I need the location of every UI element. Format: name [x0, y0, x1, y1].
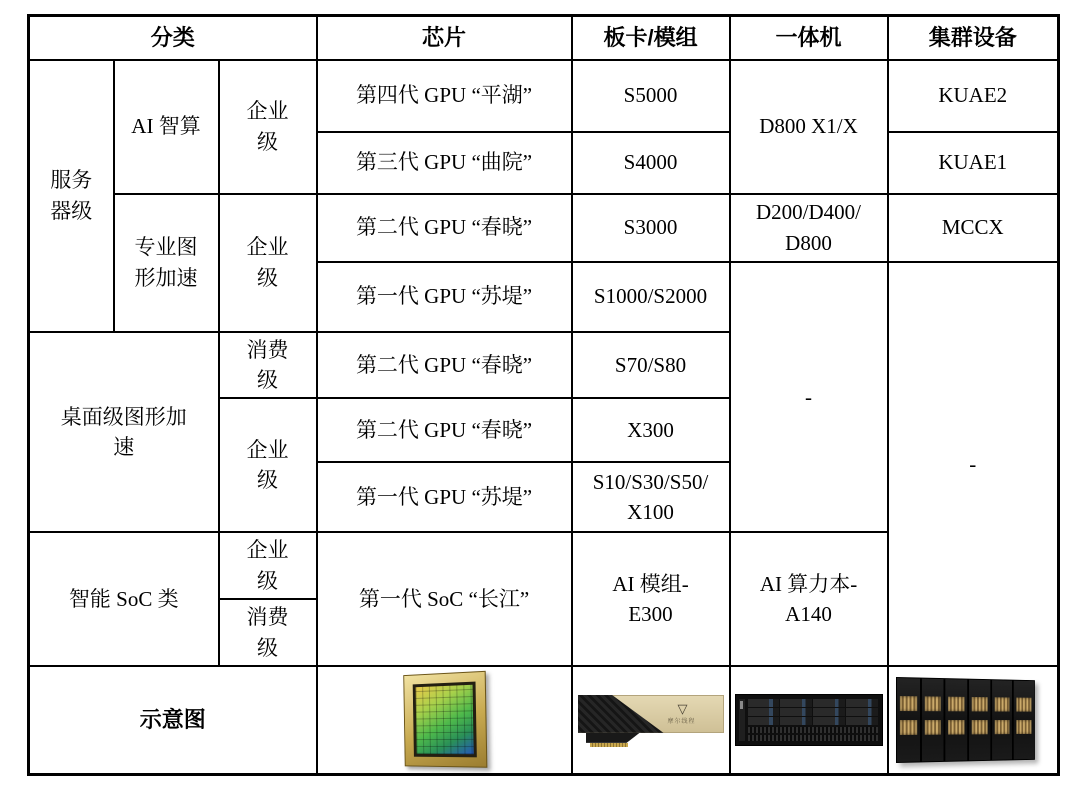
- cell-aio-ai-laptop-a140: AI 算力本-A140: [730, 532, 888, 666]
- header-classification: 分类: [29, 16, 317, 60]
- cell-desktop-graphics: 桌面级图形加速: [29, 332, 219, 533]
- cell-chip-gen2-chunxiao-enterprise: 第二代 GPU “春晓”: [317, 398, 572, 462]
- cell-board-s4000: S4000: [572, 132, 730, 194]
- cell-cluster-kuae1: KUAE1: [888, 132, 1059, 194]
- cell-soc-class: 智能 SoC 类: [29, 532, 219, 666]
- brand-logo-icon: ▽: [677, 700, 688, 716]
- cell-cluster-kuae2: KUAE2: [888, 60, 1059, 132]
- cell-board-s3000: S3000: [572, 194, 730, 262]
- row-gen2-server: [29, 194, 1059, 262]
- cell-chip-gen3-quyuan: 第三代 GPU “曲院”: [317, 132, 572, 194]
- schematic-chip-cell: [317, 666, 572, 774]
- cell-aio-d800-x1x: D800 X1/X: [730, 60, 888, 194]
- cell-cluster-none: -: [888, 262, 1059, 667]
- cell-consumer-soc: 消费级: [219, 599, 317, 666]
- schematic-cluster-cell: [888, 666, 1059, 774]
- cell-board-s10-s30-s50-x100: S10/S30/S50/X100: [572, 462, 730, 532]
- server-drive-bays: [748, 699, 878, 725]
- server-vent-strip: [748, 727, 878, 733]
- header-board-module: 板卡/模组: [572, 16, 730, 60]
- cell-cluster-mccx: MCCX: [888, 194, 1059, 262]
- cell-board-s1000-s2000: S1000/S2000: [572, 262, 730, 332]
- cabinet: [992, 680, 1014, 760]
- cell-enterprise-pro: 企业级: [219, 194, 317, 332]
- graphics-card-image: [578, 689, 724, 751]
- server-bezel: [739, 699, 745, 741]
- cell-chip-gen2-chunxiao-consumer: 第二代 GPU “春晓”: [317, 332, 572, 399]
- cell-board-ai-module-e300: AI 模组-E300: [572, 532, 730, 666]
- cell-aio-none: -: [730, 262, 888, 533]
- cabinet: [1014, 681, 1034, 760]
- header-cluster-device: 集群设备: [888, 16, 1059, 60]
- cell-enterprise-desktop: 企业级: [219, 398, 317, 532]
- schematic-label: 示意图: [29, 666, 317, 774]
- product-matrix: [27, 14, 1060, 776]
- header-chip: 芯片: [317, 16, 572, 60]
- product-matrix-table: [27, 14, 1060, 776]
- cell-pro-graphics: 专业图形加速: [114, 194, 219, 332]
- cell-chip-soc-changjiang: 第一代 SoC “长江”: [317, 532, 572, 666]
- gpu-chip-image: [403, 671, 487, 768]
- gpu-chip-frame: [413, 681, 477, 757]
- cluster-cabinets-image: [896, 677, 1035, 763]
- row-gen4: [29, 60, 1059, 132]
- header-all-in-one: 一体机: [730, 16, 888, 60]
- cell-board-x300: X300: [572, 398, 730, 462]
- cabinet: [897, 678, 922, 762]
- cell-chip-gen4-pinghu: 第四代 GPU “平湖”: [317, 60, 572, 132]
- cell-board-s70-s80: S70/S80: [572, 332, 730, 399]
- brand-logo-text: 摩尔线程: [667, 718, 696, 725]
- cell-chip-gen2-chunxiao-server: 第二代 GPU “春晓”: [317, 194, 572, 262]
- server-vent-strip: [748, 735, 878, 741]
- cell-board-s5000: S5000: [572, 60, 730, 132]
- cell-consumer-desktop: 消费级: [219, 332, 317, 399]
- header-row: [29, 16, 1059, 60]
- graphics-card-connector: [590, 743, 628, 747]
- gpu-chip-die: [416, 685, 474, 754]
- cell-enterprise-ai: 企业级: [219, 60, 317, 194]
- graphics-card-bracket: [586, 733, 640, 743]
- cell-server-level: 服务器级: [29, 60, 114, 332]
- cell-chip-gen1-sudi-desktop: 第一代 GPU “苏堤”: [317, 462, 572, 532]
- schematic-card-cell: [572, 666, 730, 774]
- cell-aio-d200-d400-d800: D200/D400/D800: [730, 194, 888, 262]
- row-schematic: [29, 666, 1059, 774]
- cell-enterprise-soc: 企业级: [219, 532, 317, 599]
- rack-server-image: [735, 694, 883, 746]
- cabinet: [921, 678, 945, 761]
- cell-ai-computing: AI 智算: [114, 60, 219, 194]
- schematic-server-cell: [730, 666, 888, 774]
- cabinet: [969, 680, 992, 761]
- cabinet: [945, 679, 968, 761]
- cell-chip-gen1-sudi-server: 第一代 GPU “苏堤”: [317, 262, 572, 332]
